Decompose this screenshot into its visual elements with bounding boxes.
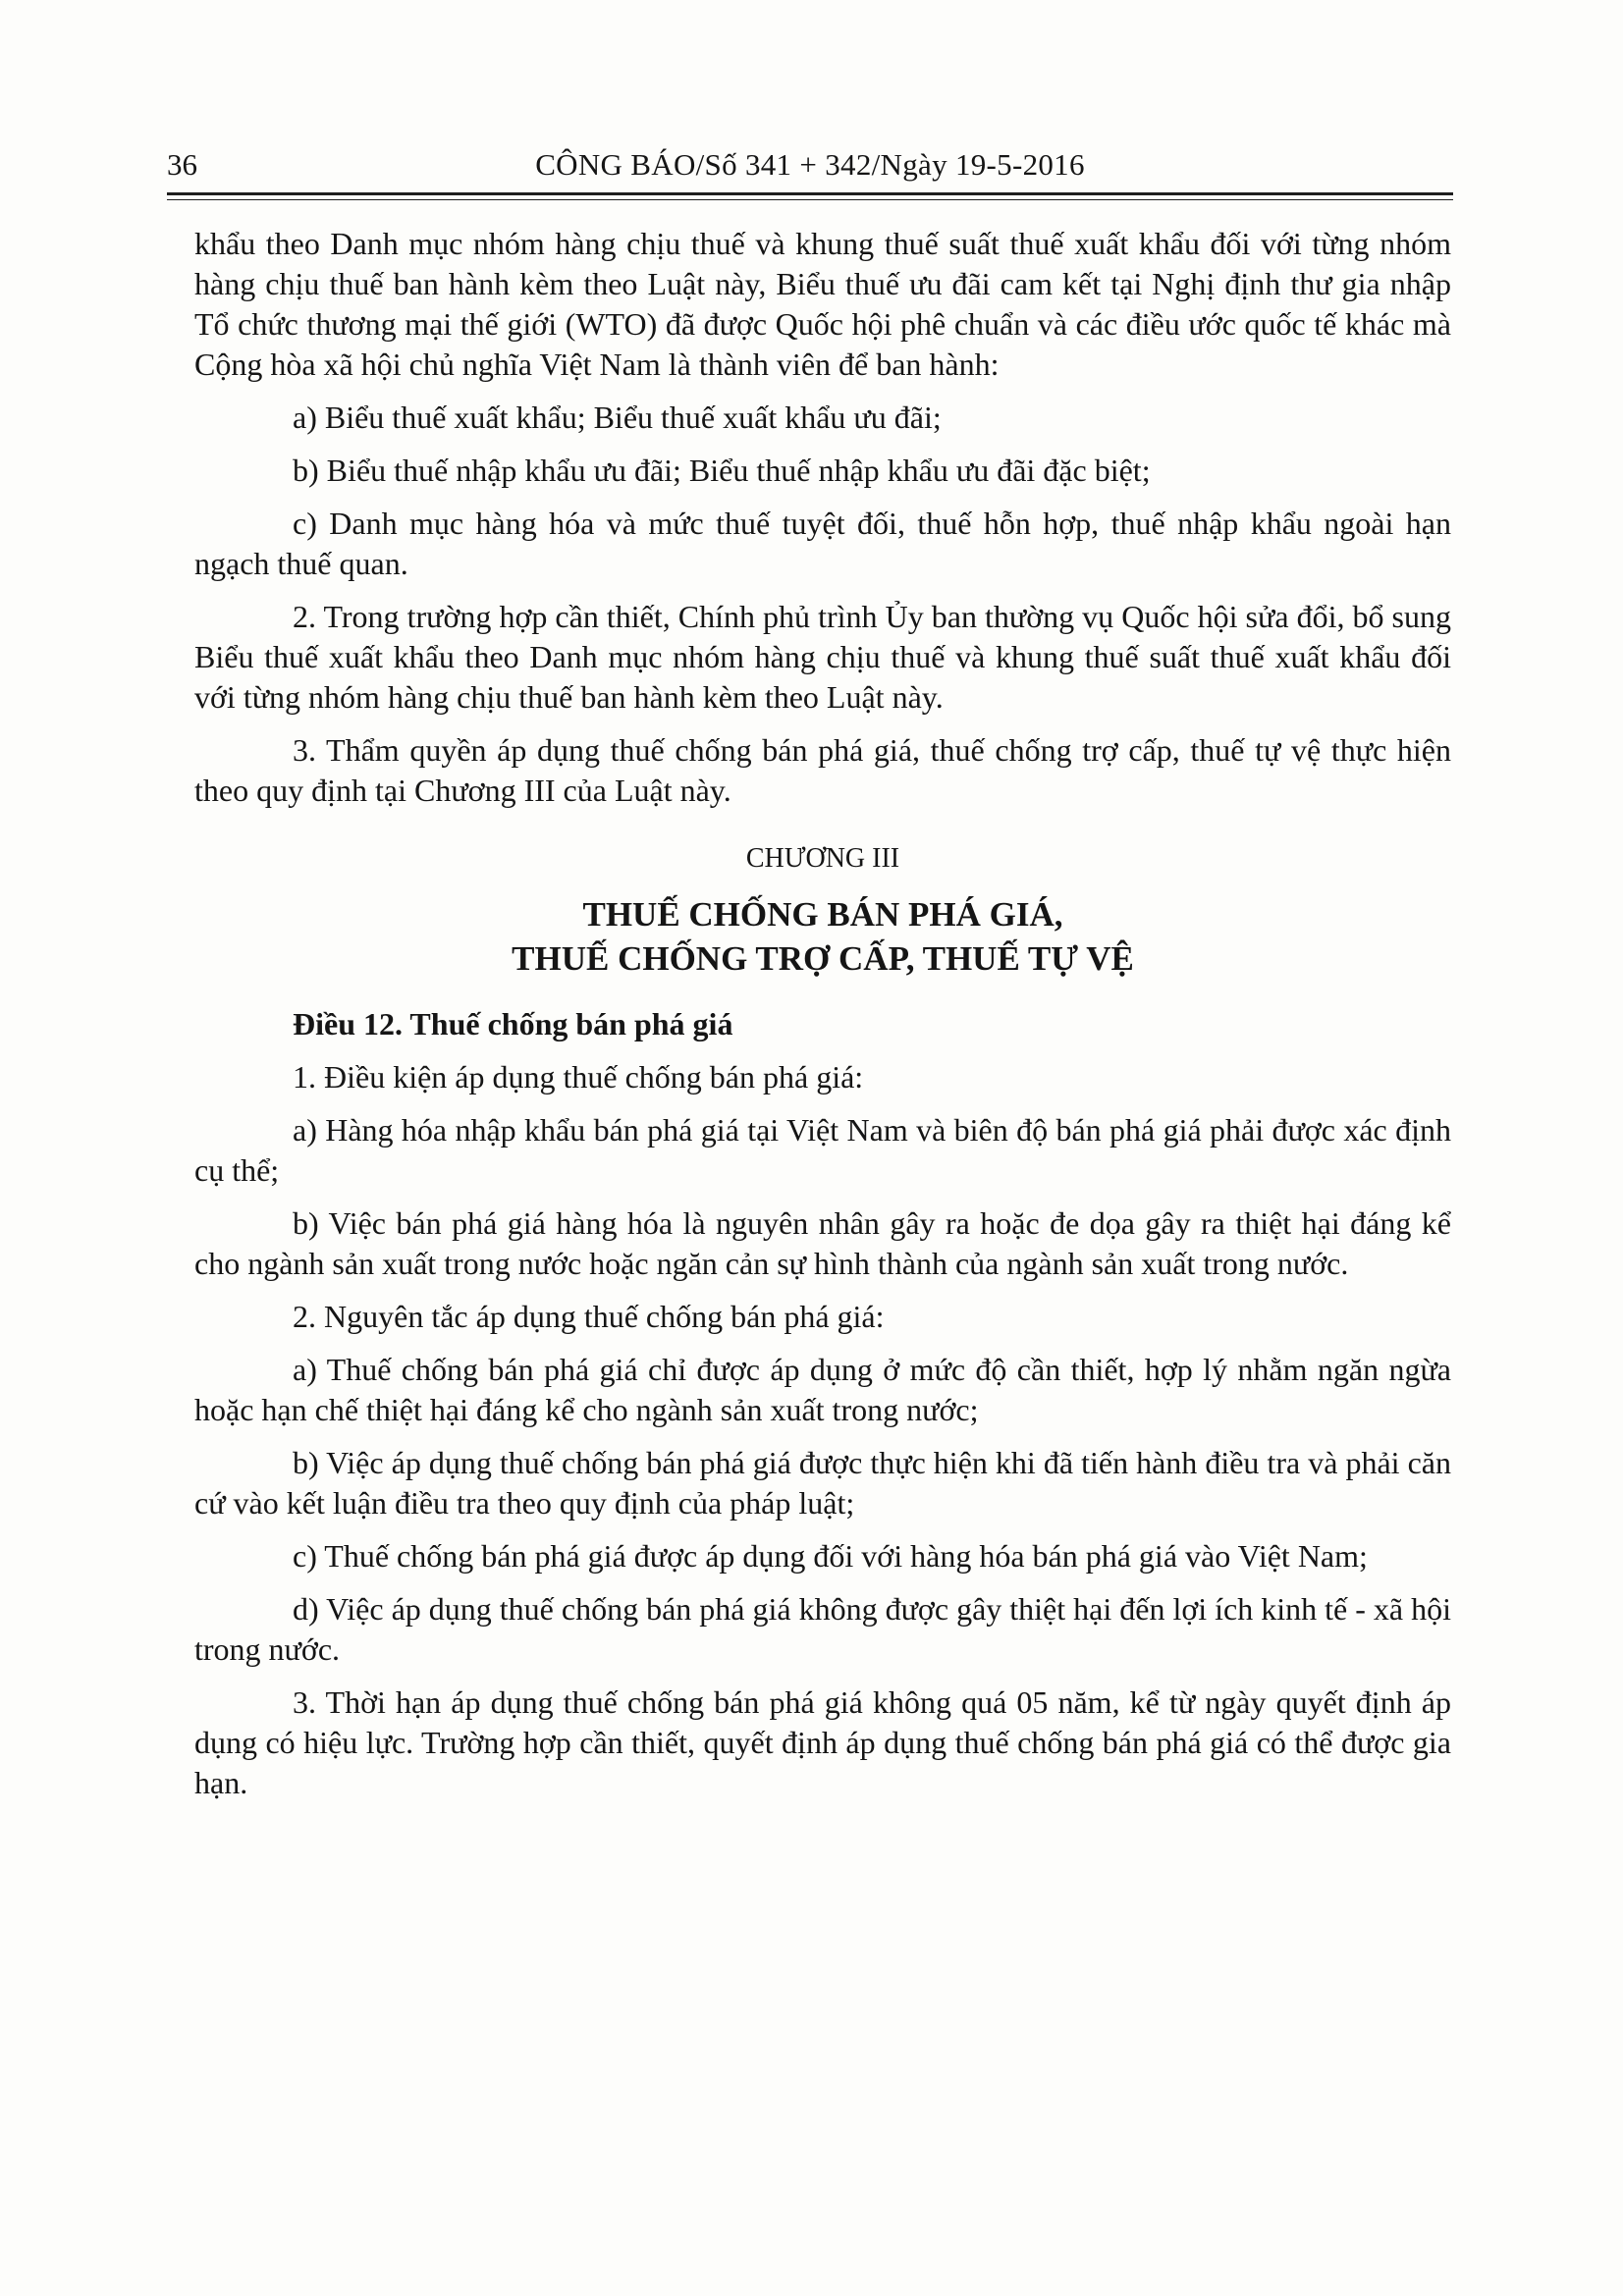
article-title: Điều 12. Thuế chống bán phá giá (293, 1006, 733, 1041)
clause-2: 2. Trong trường hợp cần thiết, Chính phủ trình Ủy ban thường vụ Quốc hội sửa đổi, bổ sung Biểu thuế xuất khẩu theo Danh mục nhóm hàng chịu thuế và khung thuế suất thuế xuất khẩu đối với từng nhóm hàng chịu thuế ban hành kèm theo Luật này. (194, 599, 1451, 715)
article-clause-1a: a) Hàng hóa nhập khẩu bán phá giá tại Việt Nam và biên độ bán phá giá phải được xác định cụ thể; (194, 1112, 1451, 1188)
article-clause-3: 3. Thời hạn áp dụng thuế chống bán phá giá không quá 05 năm, kể từ ngày quyết định áp dụng có hiệu lực. Trường hợp cần thiết, quyết định áp dụng thuế chống bán phá giá có thể được gia hạn. (194, 1684, 1451, 1800)
header-rule-thick (167, 192, 1453, 195)
list-item-c: c) Danh mục hàng hóa và mức thuế tuyệt đối, thuế hỗn hợp, thuế nhập khẩu ngoài hạn ngạch thuế quan. (194, 506, 1451, 581)
article-clause-1: 1. Điều kiện áp dụng thuế chống bán phá giá: (293, 1059, 864, 1095)
page-header (167, 147, 1453, 196)
article-clause-2c: c) Thuế chống bán phá giá được áp dụng đối với hàng hóa bán phá giá vào Việt Nam; (293, 1538, 1368, 1574)
gazette-title: CÔNG BÁO/Số 341 + 342/Ngày 19-5-2016 (535, 147, 1085, 182)
article-clause-2d: d) Việc áp dụng thuế chống bán phá giá không được gây thiệt hại đến lợi ích kinh tế - xã hội trong nước. (194, 1591, 1451, 1667)
chapter-title (194, 892, 1451, 981)
list-item-b: b) Biểu thuế nhập khẩu ưu đãi; Biểu thuế nhập khẩu ưu đãi đặc biệt; (293, 453, 1151, 488)
article-clause-2b: b) Việc áp dụng thuế chống bán phá giá được thực hiện khi đã tiến hành điều tra và phải căn cứ vào kết luận điều tra theo quy định của pháp luật; (194, 1445, 1451, 1521)
chapter-label: CHƯƠNG III (745, 843, 900, 874)
document-body (194, 224, 1451, 1816)
list-item-a: a) Biểu thuế xuất khẩu; Biểu thuế xuất khẩu ưu đãi; (293, 400, 942, 435)
clause-3: 3. Thẩm quyền áp dụng thuế chống bán phá giá, thuế chống trợ cấp, thuế tự vệ thực hiện theo quy định tại Chương III của Luật này. (194, 732, 1451, 808)
article-clause-2: 2. Nguyên tắc áp dụng thuế chống bán phá giá: (293, 1299, 885, 1334)
article-clause-2a: a) Thuế chống bán phá giá chỉ được áp dụng ở mức độ cần thiết, hợp lý nhằm ngăn ngừa hoặc hạn chế thiệt hại đáng kể cho ngành sản xuất trong nước; (194, 1352, 1451, 1427)
page-number: 36 (167, 147, 197, 182)
article-clause-1b: b) Việc bán phá giá hàng hóa là nguyên nhân gây ra hoặc đe dọa gây ra thiệt hại đáng kể cho ngành sản xuất trong nước hoặc ngăn cản sự hình thành của ngành sản xuất trong nước. (194, 1205, 1451, 1281)
chapter-title-line-2: THUẾ CHỐNG TRỢ CẤP, THUẾ TỰ VỆ (512, 939, 1134, 978)
paragraph-continuation: khẩu theo Danh mục nhóm hàng chịu thuế và khung thuế suất thuế xuất khẩu đối với từng nhóm hàng chịu thuế ban hành kèm theo Luật này, Biểu thuế ưu đãi cam kết tại Nghị định thư gia nhập Tổ chức thương mại thế giới (WTO) đã được Quốc hội phê chuẩn và các điều ước quốc tế khác mà Cộng hòa xã hội chủ nghĩa Việt Nam là thành viên để ban hành: (194, 226, 1451, 382)
chapter-title-line-1: THUẾ CHỐNG BÁN PHÁ GIÁ, (582, 895, 1063, 934)
header-rule-thin (167, 199, 1453, 200)
